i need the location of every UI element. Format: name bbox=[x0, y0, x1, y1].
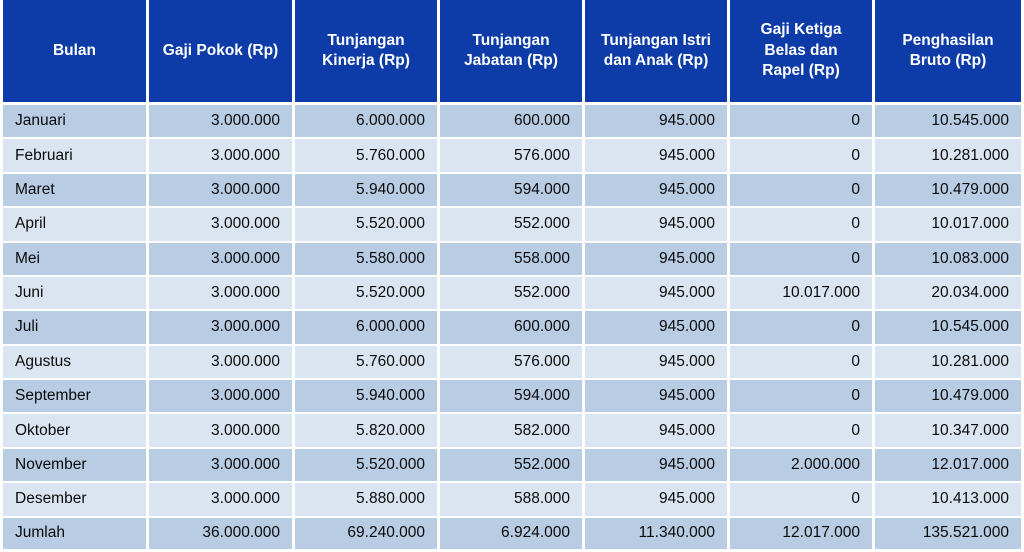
cell-gaji-pokok: 3.000.000 bbox=[149, 243, 295, 277]
cell-gaji-pokok: 3.000.000 bbox=[149, 483, 295, 517]
table-row bbox=[0, 346, 1024, 380]
column-header-gaji-pokok: Gaji Pokok (Rp) bbox=[149, 0, 295, 105]
cell-tunjangan-jabatan: 594.000 bbox=[440, 174, 585, 208]
table-body bbox=[0, 105, 1024, 552]
cell-tunjangan-jabatan: 552.000 bbox=[440, 449, 585, 483]
cell-penghasilan-bruto: 10.479.000 bbox=[875, 174, 1024, 208]
cell-tunjangan-istri-anak: 945.000 bbox=[585, 105, 730, 139]
table-row bbox=[0, 277, 1024, 311]
cell-tunjangan-kinerja: 6.000.000 bbox=[295, 311, 440, 345]
cell-gaji-ketiga-belas-rapel: 0 bbox=[730, 174, 875, 208]
cell-tunjangan-istri-anak: 945.000 bbox=[585, 414, 730, 448]
cell-bulan: Jumlah bbox=[0, 518, 149, 552]
cell-tunjangan-istri-anak: 945.000 bbox=[585, 277, 730, 311]
cell-tunjangan-jabatan: 552.000 bbox=[440, 208, 585, 242]
cell-tunjangan-istri-anak: 945.000 bbox=[585, 311, 730, 345]
cell-tunjangan-jabatan: 558.000 bbox=[440, 243, 585, 277]
table-row bbox=[0, 449, 1024, 483]
cell-penghasilan-bruto: 20.034.000 bbox=[875, 277, 1024, 311]
table-row bbox=[0, 311, 1024, 345]
cell-tunjangan-jabatan: 588.000 bbox=[440, 483, 585, 517]
cell-gaji-ketiga-belas-rapel: 0 bbox=[730, 414, 875, 448]
cell-tunjangan-kinerja: 5.880.000 bbox=[295, 483, 440, 517]
cell-penghasilan-bruto: 10.545.000 bbox=[875, 105, 1024, 139]
cell-gaji-pokok: 3.000.000 bbox=[149, 105, 295, 139]
cell-bulan: Maret bbox=[0, 174, 149, 208]
cell-gaji-ketiga-belas-rapel: 0 bbox=[730, 243, 875, 277]
cell-gaji-ketiga-belas-rapel: 0 bbox=[730, 208, 875, 242]
cell-gaji-ketiga-belas-rapel: 0 bbox=[730, 139, 875, 173]
column-header-penghasilan-bruto: Penghasilan Bruto (Rp) bbox=[875, 0, 1024, 105]
cell-gaji-pokok: 3.000.000 bbox=[149, 277, 295, 311]
cell-tunjangan-jabatan: 594.000 bbox=[440, 380, 585, 414]
cell-tunjangan-kinerja: 5.940.000 bbox=[295, 380, 440, 414]
cell-tunjangan-jabatan: 576.000 bbox=[440, 139, 585, 173]
cell-tunjangan-kinerja: 6.000.000 bbox=[295, 105, 440, 139]
cell-tunjangan-jabatan: 6.924.000 bbox=[440, 518, 585, 552]
cell-tunjangan-jabatan: 582.000 bbox=[440, 414, 585, 448]
cell-gaji-ketiga-belas-rapel: 0 bbox=[730, 483, 875, 517]
cell-penghasilan-bruto: 10.083.000 bbox=[875, 243, 1024, 277]
cell-tunjangan-jabatan: 600.000 bbox=[440, 105, 585, 139]
cell-gaji-pokok: 3.000.000 bbox=[149, 449, 295, 483]
column-header-gaji-ketiga-belas-dan-rapel: Gaji Ketiga Belas dan Rapel (Rp) bbox=[730, 0, 875, 105]
cell-tunjangan-jabatan: 600.000 bbox=[440, 311, 585, 345]
cell-gaji-ketiga-belas-rapel: 10.017.000 bbox=[730, 277, 875, 311]
cell-tunjangan-istri-anak: 945.000 bbox=[585, 243, 730, 277]
cell-penghasilan-bruto: 10.545.000 bbox=[875, 311, 1024, 345]
cell-gaji-pokok: 3.000.000 bbox=[149, 414, 295, 448]
cell-bulan: Desember bbox=[0, 483, 149, 517]
cell-tunjangan-kinerja: 5.820.000 bbox=[295, 414, 440, 448]
cell-tunjangan-kinerja: 5.940.000 bbox=[295, 174, 440, 208]
cell-gaji-ketiga-belas-rapel: 2.000.000 bbox=[730, 449, 875, 483]
cell-tunjangan-kinerja: 5.520.000 bbox=[295, 449, 440, 483]
cell-gaji-pokok: 36.000.000 bbox=[149, 518, 295, 552]
cell-gaji-pokok: 3.000.000 bbox=[149, 208, 295, 242]
cell-bulan: Mei bbox=[0, 243, 149, 277]
column-header-tunjangan-jabatan: Tunjangan Jabatan (Rp) bbox=[440, 0, 585, 105]
cell-bulan: Agustus bbox=[0, 346, 149, 380]
cell-tunjangan-istri-anak: 945.000 bbox=[585, 346, 730, 380]
cell-tunjangan-istri-anak: 11.340.000 bbox=[585, 518, 730, 552]
cell-bulan: Juli bbox=[0, 311, 149, 345]
cell-gaji-pokok: 3.000.000 bbox=[149, 380, 295, 414]
cell-penghasilan-bruto: 10.017.000 bbox=[875, 208, 1024, 242]
cell-gaji-ketiga-belas-rapel: 0 bbox=[730, 105, 875, 139]
cell-tunjangan-istri-anak: 945.000 bbox=[585, 449, 730, 483]
table-row-total bbox=[0, 518, 1024, 552]
header-row bbox=[0, 0, 1024, 105]
cell-gaji-pokok: 3.000.000 bbox=[149, 174, 295, 208]
cell-penghasilan-bruto: 10.281.000 bbox=[875, 346, 1024, 380]
cell-tunjangan-kinerja: 5.580.000 bbox=[295, 243, 440, 277]
table-row bbox=[0, 243, 1024, 277]
table-row bbox=[0, 105, 1024, 139]
cell-tunjangan-kinerja: 5.520.000 bbox=[295, 277, 440, 311]
cell-penghasilan-bruto: 135.521.000 bbox=[875, 518, 1024, 552]
cell-gaji-ketiga-belas-rapel: 0 bbox=[730, 311, 875, 345]
cell-gaji-pokok: 3.000.000 bbox=[149, 346, 295, 380]
cell-gaji-pokok: 3.000.000 bbox=[149, 139, 295, 173]
cell-penghasilan-bruto: 12.017.000 bbox=[875, 449, 1024, 483]
column-header-bulan: Bulan bbox=[0, 0, 149, 105]
table-row bbox=[0, 208, 1024, 242]
cell-bulan: November bbox=[0, 449, 149, 483]
cell-tunjangan-kinerja: 5.760.000 bbox=[295, 346, 440, 380]
cell-penghasilan-bruto: 10.413.000 bbox=[875, 483, 1024, 517]
cell-gaji-ketiga-belas-rapel: 12.017.000 bbox=[730, 518, 875, 552]
table-row bbox=[0, 380, 1024, 414]
cell-bulan: April bbox=[0, 208, 149, 242]
cell-bulan: Januari bbox=[0, 105, 149, 139]
cell-bulan: Februari bbox=[0, 139, 149, 173]
cell-tunjangan-istri-anak: 945.000 bbox=[585, 208, 730, 242]
table-row bbox=[0, 139, 1024, 173]
cell-tunjangan-kinerja: 5.520.000 bbox=[295, 208, 440, 242]
table-header bbox=[0, 0, 1024, 105]
cell-penghasilan-bruto: 10.479.000 bbox=[875, 380, 1024, 414]
cell-tunjangan-istri-anak: 945.000 bbox=[585, 174, 730, 208]
cell-penghasilan-bruto: 10.281.000 bbox=[875, 139, 1024, 173]
column-header-tunjangan-kinerja: Tunjangan Kinerja (Rp) bbox=[295, 0, 440, 105]
cell-tunjangan-kinerja: 69.240.000 bbox=[295, 518, 440, 552]
table-row bbox=[0, 414, 1024, 448]
cell-tunjangan-istri-anak: 945.000 bbox=[585, 139, 730, 173]
cell-tunjangan-istri-anak: 945.000 bbox=[585, 380, 730, 414]
cell-gaji-ketiga-belas-rapel: 0 bbox=[730, 346, 875, 380]
cell-tunjangan-istri-anak: 945.000 bbox=[585, 483, 730, 517]
cell-tunjangan-jabatan: 576.000 bbox=[440, 346, 585, 380]
cell-tunjangan-jabatan: 552.000 bbox=[440, 277, 585, 311]
cell-bulan: September bbox=[0, 380, 149, 414]
cell-bulan: Juni bbox=[0, 277, 149, 311]
cell-gaji-ketiga-belas-rapel: 0 bbox=[730, 380, 875, 414]
table-row bbox=[0, 174, 1024, 208]
column-header-tunjangan-istri-dan-anak: Tunjangan Istri dan Anak (Rp) bbox=[585, 0, 730, 105]
cell-penghasilan-bruto: 10.347.000 bbox=[875, 414, 1024, 448]
table-row bbox=[0, 483, 1024, 517]
cell-gaji-pokok: 3.000.000 bbox=[149, 311, 295, 345]
cell-tunjangan-kinerja: 5.760.000 bbox=[295, 139, 440, 173]
cell-bulan: Oktober bbox=[0, 414, 149, 448]
